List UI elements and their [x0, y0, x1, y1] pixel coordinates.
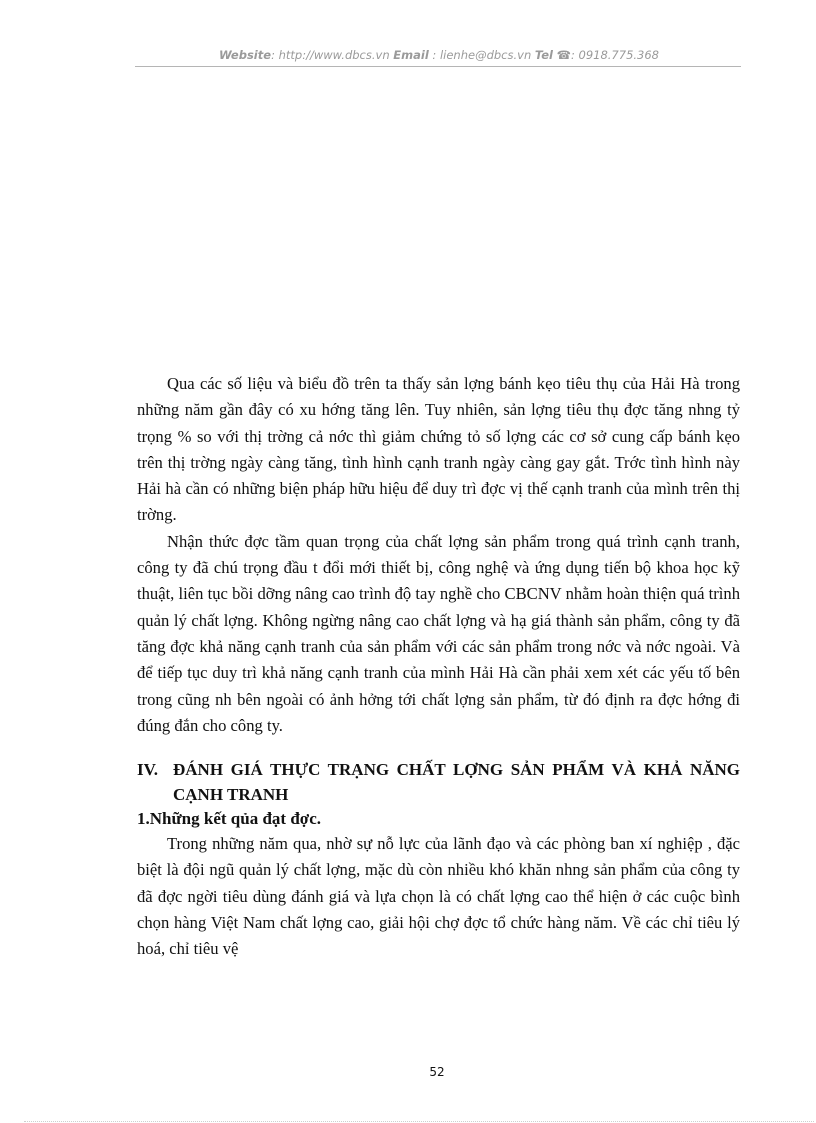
section-title: ĐÁNH GIÁ THỰC TRẠNG CHẤT LỢNG SẢN PHẨM VÀ KHẢ NĂNG CẠNH TRANH: [173, 760, 740, 805]
header-divider: [135, 66, 741, 67]
paragraph-3: Trong những năm qua, nhờ sự nỗ lực của lãnh đạo và các phòng ban xí nghiệp , đặc biệt là đội ngũ quản lý chất lợng, mặc dù còn nhiều khó khăn nhng sản phẩm của công ty đã đợc ngời tiêu dùng đánh giá và lựa chọn là có chất lợng cao thể hiện ở các cuộc bình chọn hàng Việt Nam chất lợng cao, giải hội chợ đợc tổ chức hàng năm. Về các chỉ tiêu lý hoá, chỉ tiêu vệ: [137, 834, 740, 959]
tel-number: : 0918.775.368: [570, 48, 659, 62]
website-label: Website: [218, 48, 272, 62]
paragraph-1: Qua các số liệu và biểu đồ trên ta thấy sản lợng bánh kẹo tiêu thụ của Hải Hà trong những năm gần đây có xu hớng tăng lên. Tuy nhiên, sản lợng tiêu thụ đợc tăng nhng tỷ trọng % so với thị trờng cả nớc thì giảm chứng tỏ số lợng các cơ sở cung cấp bánh kẹo trên thị trờng ngày càng tăng, tình hình cạnh tranh ngày càng gay gắt. Trớc tình hình này Hải hà cần có những biện pháp hữu hiệu để duy trì đợc vị thế cạnh tranh của mình trên thị trờng.: [137, 374, 740, 525]
email-label: Email: [393, 48, 429, 62]
phone-icon: ☎: [556, 48, 571, 62]
section-number: IV.: [137, 760, 158, 780]
section-heading: [137, 757, 740, 807]
paragraph-2: Nhận thức đợc tầm quan trọng của chất lợng sản phẩm trong quá trình cạnh tranh, công ty đã chú trọng đầu t đổi mới thiết bị, công nghệ và ứng dụng tiến bộ khoa học kỹ thuật, liên tục bồi dỡng nâng cao trình độ tay nghề cho CBCNV nhằm hoàn thiện quá trình quản lý chất lợng. Không ngừng nâng cao chất lợng và hạ giá thành sản phẩm, công ty đã tăng đợc khả năng cạnh tranh của sản phẩm với các sản phẩm trong nớc và nớc ngoài. Và để tiếp tục duy trì khả năng cạnh tranh của mình Hải Hà cần phải xem xét các yếu tố bên trong cũng nh bên ngoài có ảnh hởng tới chất lợng sản phẩm, từ đó định ra đợc hớng đi đúng đắn cho công ty.: [137, 531, 740, 735]
subsection-heading: 1.Những kết qủa đạt đợc.: [137, 809, 321, 829]
tel-label: Tel: [534, 48, 553, 62]
page-body: [137, 371, 740, 963]
footer-divider: [24, 1121, 814, 1122]
page-header: [137, 48, 741, 62]
website-url: : http://www.dbcs.vn: [271, 48, 390, 62]
email-address: : lienhe@dbcs.vn: [432, 48, 532, 62]
page-number: 52: [429, 1065, 445, 1079]
